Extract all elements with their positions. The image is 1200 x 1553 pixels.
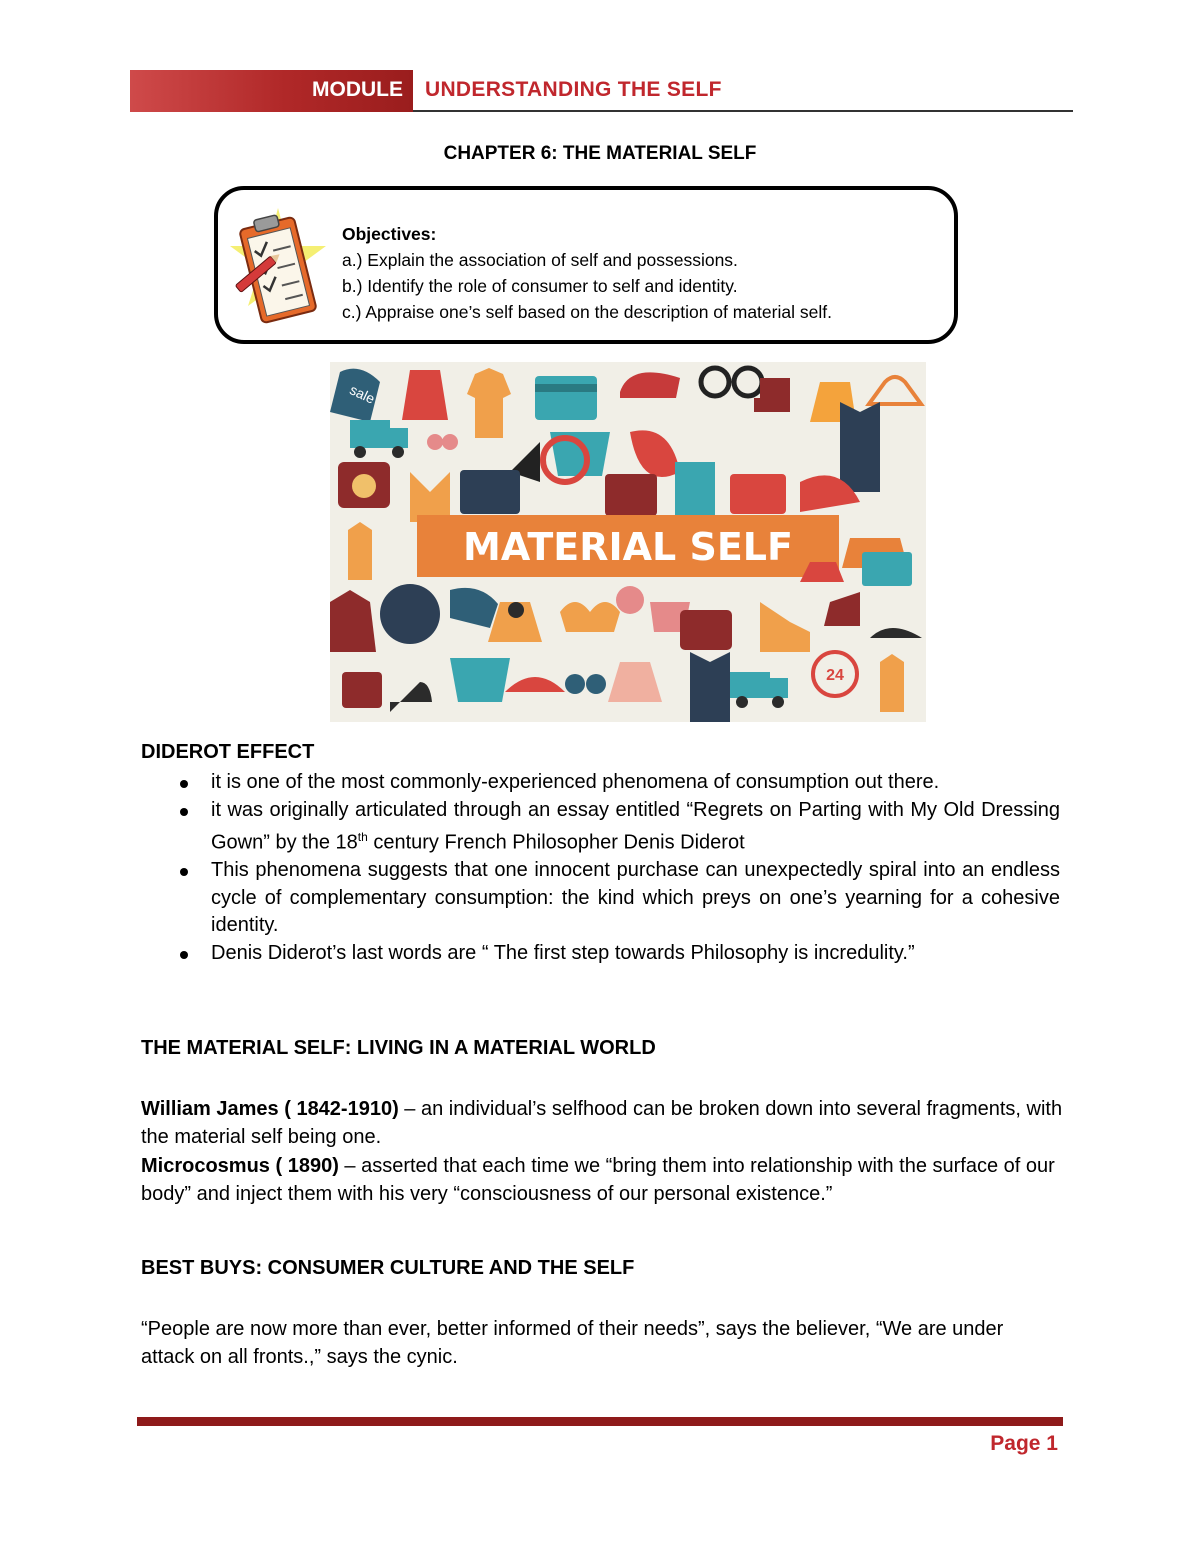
best-buys-quote: “People are now more than ever, better informed of their needs”, says the believer, “We are under attack on all fronts.,” says the cynic.	[141, 1318, 1004, 1368]
truck-icon-2	[730, 672, 770, 698]
earring-icon-2	[508, 602, 524, 618]
shopping-icons-pattern	[330, 362, 926, 722]
tank-top-icon	[348, 522, 372, 580]
sandal-icon	[608, 662, 662, 702]
list-item: it is one of the most commonly-experienced phenomena of consumption out there.	[180, 769, 1060, 797]
william-james-paragraph: William James ( 1842-1910) – an individual’s selfhood can be broken down into several fragments, with the material self being one.	[141, 1098, 1063, 1148]
plus-icon	[616, 586, 644, 614]
handbag-icon	[605, 474, 657, 516]
tuxedo-icon	[690, 652, 730, 722]
camera-icon-2	[680, 610, 732, 650]
bag-icon	[460, 470, 520, 514]
list-item: This phenomena suggests that one innocent purchase can unexpectedly spiral into an endless cycle of complementary consumption: the kind which preys on one’s yearning for a cohesive identity.	[180, 857, 1060, 940]
heel-icon-2	[760, 602, 810, 652]
sweater-icon	[675, 462, 715, 522]
sunhat-icon	[505, 677, 565, 692]
hanger-icon	[869, 377, 921, 404]
header-rule	[413, 110, 1073, 112]
shirt-icon	[467, 368, 511, 438]
iron-icon	[620, 372, 680, 398]
footer-rule	[137, 1417, 1063, 1426]
sale-tag-label: sale	[347, 381, 378, 407]
list-item: Denis Diderot’s last words are “ The first step towards Philosophy is incredulity.”	[180, 940, 1060, 968]
diderot-heading: DIDEROT EFFECT	[141, 741, 315, 763]
earrings-icon	[427, 434, 443, 450]
microcosmus-paragraph: Microcosmus ( 1890) – asserted that each time we “bring them into relationship with the surface of our body” and inject them with his very “consciousness of our personal existence.”	[141, 1155, 1055, 1205]
like-icon	[380, 584, 440, 644]
objective-item: b.) Identify the role of consumer to self and identity.	[342, 276, 738, 296]
hat-icon	[630, 430, 680, 477]
jacket-icon	[840, 402, 880, 492]
best-buys-heading: BEST BUYS: CONSUMER CULTURE AND THE SELF	[141, 1257, 635, 1279]
glasses-icon	[701, 368, 729, 396]
card-icon-2	[862, 552, 912, 586]
objective-item: a.) Explain the association of self and possessions.	[342, 250, 738, 270]
gown-icon	[330, 590, 376, 652]
earring-icon-3	[565, 674, 585, 694]
wallet-icon	[730, 474, 786, 514]
list-item: it was originally articulated through an essay entitled “Regrets on Parting with My Old Dressing Gown” by the 18th century French Philosopher Denis Diderot	[180, 797, 1060, 858]
24h-label: 24	[826, 667, 844, 684]
sale-tag-icon-2	[450, 588, 498, 628]
objective-item: c.) Appraise one’s self based on the description of material self.	[342, 302, 832, 322]
top-icon	[410, 472, 450, 522]
chapter-title: CHAPTER 6: THE MATERIAL SELF	[443, 143, 757, 164]
truck-icon	[350, 420, 390, 448]
banner-text: MATERIAL SELF	[463, 525, 793, 569]
basket-icon-2	[450, 658, 510, 702]
card-icon	[535, 376, 597, 420]
module-title: UNDERSTANDING THE SELF	[425, 78, 722, 101]
module-label: MODULE	[312, 78, 403, 101]
pump-icon-2	[390, 682, 432, 712]
material-self-heading: THE MATERIAL SELF: LIVING IN A MATERIAL WORLD	[141, 1037, 656, 1059]
dress-icon	[402, 370, 448, 420]
objectives-title: Objectives:	[342, 224, 437, 244]
objectives-list	[342, 221, 832, 325]
boot-icon-2	[824, 592, 860, 626]
diderot-bullets	[180, 769, 1060, 967]
clipboard-checklist-icon	[226, 206, 330, 332]
boot-icon	[754, 378, 790, 412]
hat-icon-2	[870, 628, 922, 638]
material-self-illustration	[330, 362, 926, 722]
page-number: Page 1	[990, 1432, 1058, 1455]
bra-icon	[560, 602, 620, 632]
tank-top-icon-2	[880, 654, 904, 712]
purse-icon	[342, 672, 382, 708]
